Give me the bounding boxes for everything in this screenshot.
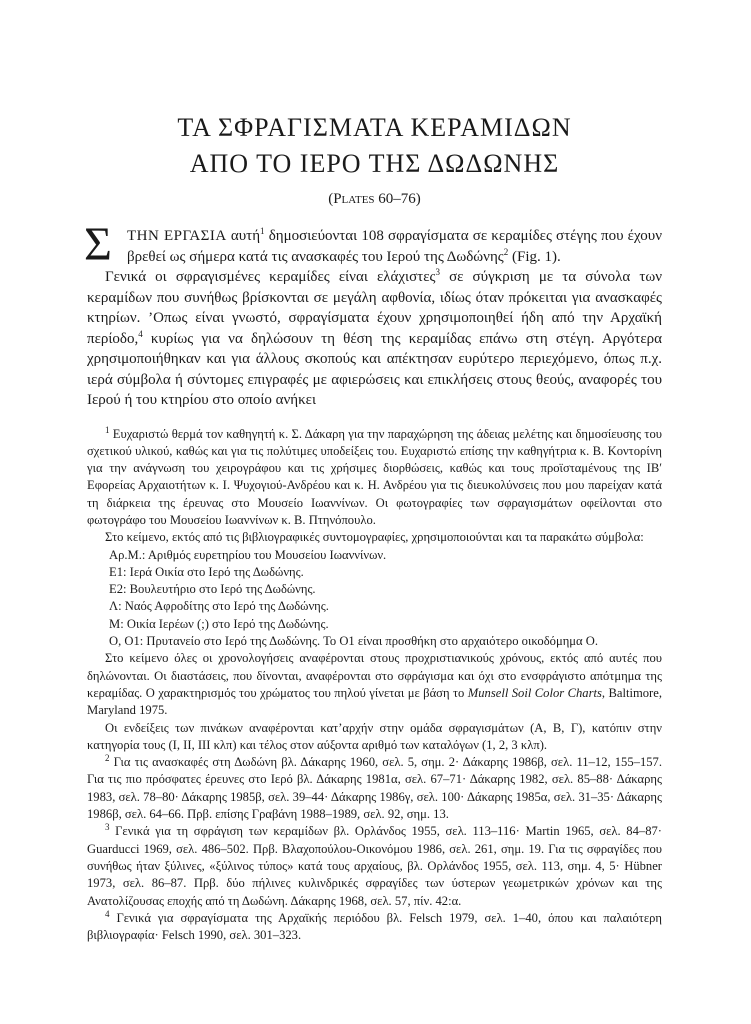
article-title: [87, 110, 662, 182]
abbreviation-item: Ο, Ο1: Πρυτανείο στο Ιερό της Δωδώνης. Το Ο1 είναι προσθήκη στο αρχαιότερο οικοδόμημα Ο.: [109, 634, 599, 649]
chronology-note: [87, 650, 662, 719]
article-page: [84, 110, 662, 944]
title-line-2: ΑΠΟ ΤΟ ΙΕΡΟ ΤΗΣ ΔΩΔΩΝΗΣ: [189, 149, 560, 178]
footnote-2-number: 2: [105, 752, 110, 763]
footnote-3-number: 3: [105, 822, 110, 833]
footnote-1: [87, 426, 662, 530]
abbreviation-item: Ε1: Ιερά Οικία στο Ιερό της Δωδώνης.: [109, 564, 304, 579]
paragraph-1-text-c: (Fig. 1).: [508, 248, 561, 265]
plates-open-paren: (: [328, 191, 334, 207]
plates-note: Οι ενδείξεις των πινάκων αναφέρονται κατ’αρχήν στην ομάδα σφραγισμάτων (Α, Β, Γ), κατόπιν στην κατηγορία τους (Ι, ΙΙ, ΙΙΙ κλπ) και τέλος στον αύξοντα αριθμό των καταλόγων (1, 2, 3 κλπ).: [87, 720, 662, 752]
paragraph-2-text-c: κυρίως για να δηλώσουν τη θέση της κεραμίδας επάνω στη στέγη. Αργότερα χρησιμοποιήθηκαν και για άλλους σκοπούς και απέκτησαν ευρύτερο περιεχόμενο, όπως π.χ. ιερά σύμβολα ή σύντομες επιγραφές με αφιερώσεις και επικλήσεις στους θεούς, αναφορές του Ιερού ή του κτηρίου στο οποίο ανήκει: [87, 330, 662, 408]
chronology-note-text-a: Στο κείμενο όλες οι χρονολογήσεις αναφέρονται στους προχριστιανικούς χρόνους, εκτός από αυτές που δηλώνονται. Οι διαστάσεις, που δίνονται, αναφέρονται στο σφράγισμα και όχι στο ενσφράγιστο απότμημα της κεραμίδας. Ο χαρακτηρισμός του χρώματος του πηλού γίνεται με βάση το: [87, 651, 662, 700]
paragraph-1-text-a: αυτή: [226, 228, 261, 244]
munsell-reference: Munsell Soil Color Charts: [467, 685, 602, 700]
abbreviation-item: Αρ.Μ.: Αριθμός ευρετηρίου του Μουσείου Ιωαννίνων.: [109, 547, 387, 562]
footnote-ref-2[interactable]: 2: [503, 246, 509, 257]
title-line-1: ΤΑ ΣΦΡΑΓΙΣΜΑΤΑ ΚΕΡΑΜΙΔΩΝ: [177, 113, 572, 142]
paragraph-2: [87, 267, 662, 411]
footnote-1-text: Ευχαριστώ θερμά τον καθηγητή κ. Σ. Δάκαρη για την παραχώρηση της άδειας μελέτης και δημοσίευσης του σχετικού υλικού, καθώς και για τις πολύτιμες υποδείξεις του. Ευχαριστώ επίσης την καθηγήτρια κ. Β. Κοντορίνη για την ανάγνωση του χειρογράφου και τις χρήσιμες διορθώσεις, καθώς και τους προϊσταμένους της ΙΒ′ Εφορείας Αρχαιοτήτων κ. Ι. Ψυχογιού-Ανδρέου και κ. Η. Ανδρέου για τις διευκολύνσεις που μου παρείχαν κατά τη διάρκεια της έρευνας στο Μουσείο Ιωαννίνων. Οι φωτογραφίες των σφραγισμάτων οφείλονται στο φωτογράφο του Μουσείου Ιωαννίνων κ. Β. Πτηνόπουλο.: [87, 426, 662, 527]
abbreviation-item: Μ: Οικία Ιερέων (;) στο Ιερό της Δωδώνης.: [109, 616, 329, 631]
paragraph-2-text-a: Γενικά οι σφραγισμένες κεραμίδες είναι ελάχιστες: [105, 269, 436, 285]
footnote-4: [87, 910, 662, 945]
drop-cap: Σ: [84, 218, 112, 271]
footnote-1-number: 1: [105, 424, 110, 435]
footnotes: [87, 426, 662, 945]
footnote-ref-1[interactable]: 1: [260, 226, 265, 236]
chronology-note-text-b: , Baltimore, Maryland 1975.: [87, 685, 662, 718]
footnote-2: [87, 754, 662, 823]
footnote-3-text: Γενικά για τη σφράγιση των κεραμίδων βλ. Ορλάνδος 1955, σελ. 113–116· Martin 1965, σελ. 84–87· Guarducci 1969, σελ. 486–502. Πρβ. Βλαχοπούλου-Οικονόμου 1986, σελ. 261, σημ. 19. Για τις σφραγίδες που συνήθως ήταν ξύλινες, «ξύλινος τύπος» κατά τους αρχαίους, βλ. Ορλάνδος 1955, σελ. 113, σημ. 4, 5· Hübner 1973, σελ. 86–87. Πρβ. δύο πήλινες κυλινδρικές σφραγίδες των ύστερων γεωμετρικών χρόνων και της Ανατολίζουσας εποχής από τη Δωδώνη. Δάκαρης 1968, σελ. 57, πίν. 42:α.: [87, 824, 662, 908]
paragraph-2-text-b: σε σύγκριση με τα σύνολα των κεραμίδων που συνήθως βρίσκονται σε μεγάλη αφθονία, ιδίως όταν πρόκειται για ανασκαφές κτηρίων. ’Οπως είναι γνωστό, σφραγίσματα έχουν χρησιμοποιηθεί ήδη από την Αρχαϊκή περίοδο,: [87, 269, 662, 347]
plates-reference: [87, 191, 662, 208]
footnote-ref-3[interactable]: 3: [435, 267, 440, 277]
footnote-4-number: 4: [105, 908, 110, 919]
footnote-2-text: Για τις ανασκαφές στη Δωδώνη βλ. Δάκαρης 1960, σελ. 5, σημ. 2· Δάκαρης 1986β, σελ. 11–12, 155–157. Για τις πιο πρόσφατες έρευνες στο Ιερό βλ. Δάκαρης 1981α, σελ. 67–71· Δάκαρης 1982, σελ. 85–88· Δάκαρης 1983, σελ. 78–80· Δάκαρης 1985β, σελ. 39–44· Δάκαρης 1986γ, σελ. 100· Δάκαρης 1985α, σελ. 31–35· Δάκαρης 1986β, σελ. 64–66. Πρβ. επίσης Γραβάνη 1988–1989, σελ. 92, σημ. 13.: [87, 755, 662, 822]
footnote-3: [87, 823, 662, 909]
opening-caps: ΤΗΝ ΕΡΓΑΣΙΑ: [127, 228, 227, 244]
paragraph-1-text-b: δημοσιεύονται 108 σφραγίσματα σε κεραμίδες στέγης που έχουν βρεθεί ως σήμερα κατά τις ανασκαφές του Ιερού της Δωδώνης: [127, 228, 662, 265]
body-text: [84, 218, 662, 411]
paragraph-1: [84, 218, 662, 271]
footnote-4-text: Γενικά για σφραγίσματα της Αρχαϊκής περιόδου βλ. Felsch 1979, σελ. 1–40, όπου και παλαιότερη βιβλιογραφία· Felsch 1990, σελ. 301–323.: [87, 910, 662, 943]
plates-range: 60–76): [374, 191, 421, 207]
abbreviations-intro: Στο κείμενο, εκτός από τις βιβλιογραφικές συντομογραφίες, χρησιμοποιούνται και τα παρακάτω σύμβολα:: [105, 530, 644, 545]
abbreviation-item: Λ: Ναός Αφροδίτης στο Ιερό της Δωδώνης.: [109, 599, 329, 614]
plates-label: Plates: [333, 191, 375, 207]
abbreviation-item: Ε2: Βουλευτήριο στο Ιερό της Δωδώνης.: [109, 582, 316, 597]
footnote-ref-4[interactable]: 4: [138, 328, 143, 339]
